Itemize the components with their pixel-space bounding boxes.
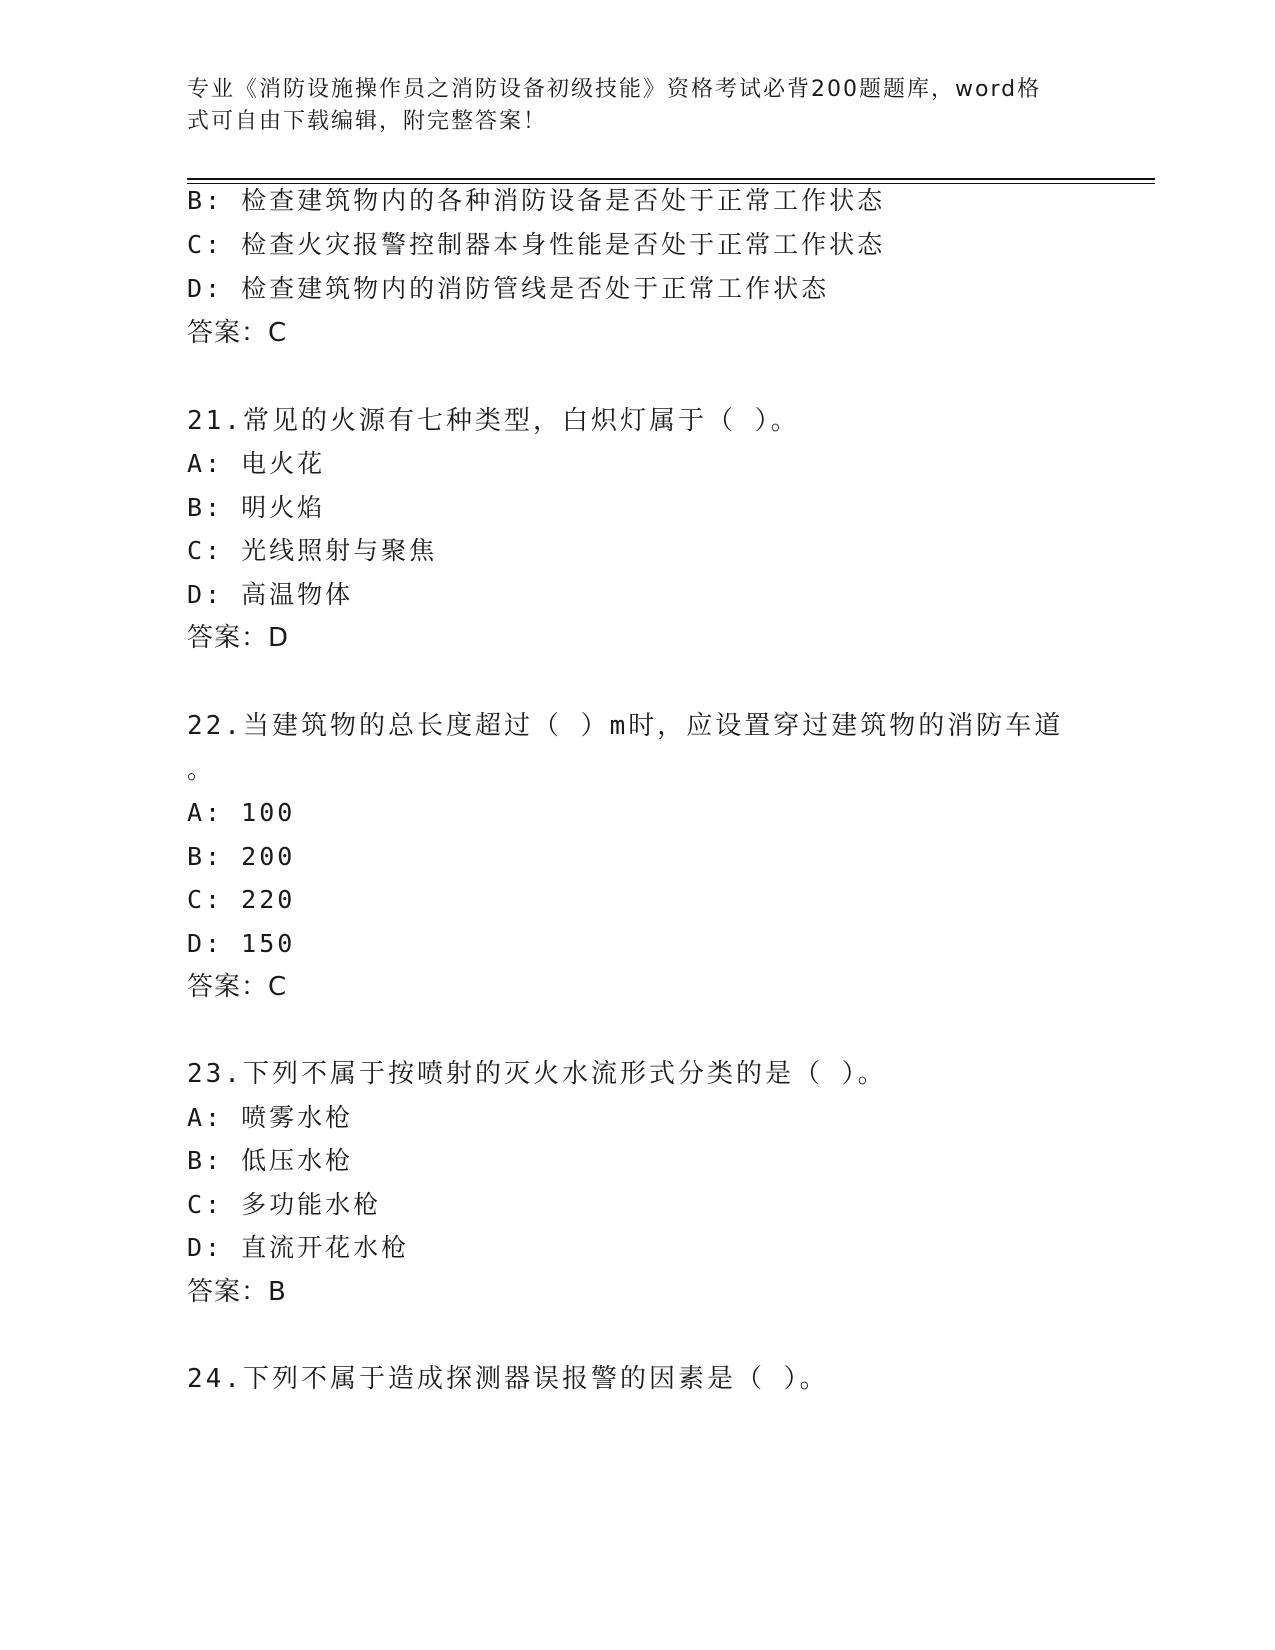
option-c: C: 220 xyxy=(187,885,296,914)
question-23-stem: 23.下列不属于按喷射的灭火水流形式分类的是（ ）。 xyxy=(187,1059,887,1089)
option-d: D: 检查建筑物内的消防管线是否处于正常工作状态 xyxy=(187,274,830,303)
option-b: B: 低压水枪 xyxy=(187,1146,354,1175)
answer: 答案：C xyxy=(187,972,288,1002)
option-b: B: 200 xyxy=(187,842,296,871)
header-line-2: 式可自由下载编辑，附完整答案！ xyxy=(187,109,548,134)
answer: 答案：B xyxy=(187,1277,287,1307)
option-b: B: 明火焰 xyxy=(187,493,326,522)
header-divider-thick xyxy=(187,178,1155,180)
header-divider-thin xyxy=(187,183,1155,184)
question-21-stem: 21.常见的火源有七种类型，白炽灯属于（ ）。 xyxy=(187,406,800,436)
document-header xyxy=(187,74,1067,138)
header-line-1: 专业《消防设施操作员之消防设备初级技能》资格考试必背200题题库，word格 xyxy=(187,77,1042,102)
question-22-stem: 22.当建筑物的总长度超过（ ）m时，应设置穿过建筑物的消防车道 xyxy=(187,711,1064,741)
answer: 答案：D xyxy=(187,623,290,653)
question-24-stem: 24.下列不属于造成探测器误报警的因素是（ ）。 xyxy=(187,1364,829,1394)
option-c: C: 多功能水枪 xyxy=(187,1190,382,1219)
option-d: D: 高温物体 xyxy=(187,580,354,609)
option-a: A: 电火花 xyxy=(187,449,326,478)
option-a: A: 100 xyxy=(187,798,296,827)
option-d: D: 150 xyxy=(187,929,296,958)
answer: 答案：C xyxy=(187,318,288,348)
option-c: C: 检查火灾报警控制器本身性能是否处于正常工作状态 xyxy=(187,230,886,259)
option-d: D: 直流开花水枪 xyxy=(187,1233,410,1262)
option-b: B: 检查建筑物内的各种消防设备是否处于正常工作状态 xyxy=(187,186,886,215)
question-22-stem-continued: 。 xyxy=(187,755,216,784)
option-c: C: 光线照射与聚焦 xyxy=(187,536,438,565)
option-a: A: 喷雾水枪 xyxy=(187,1103,354,1132)
